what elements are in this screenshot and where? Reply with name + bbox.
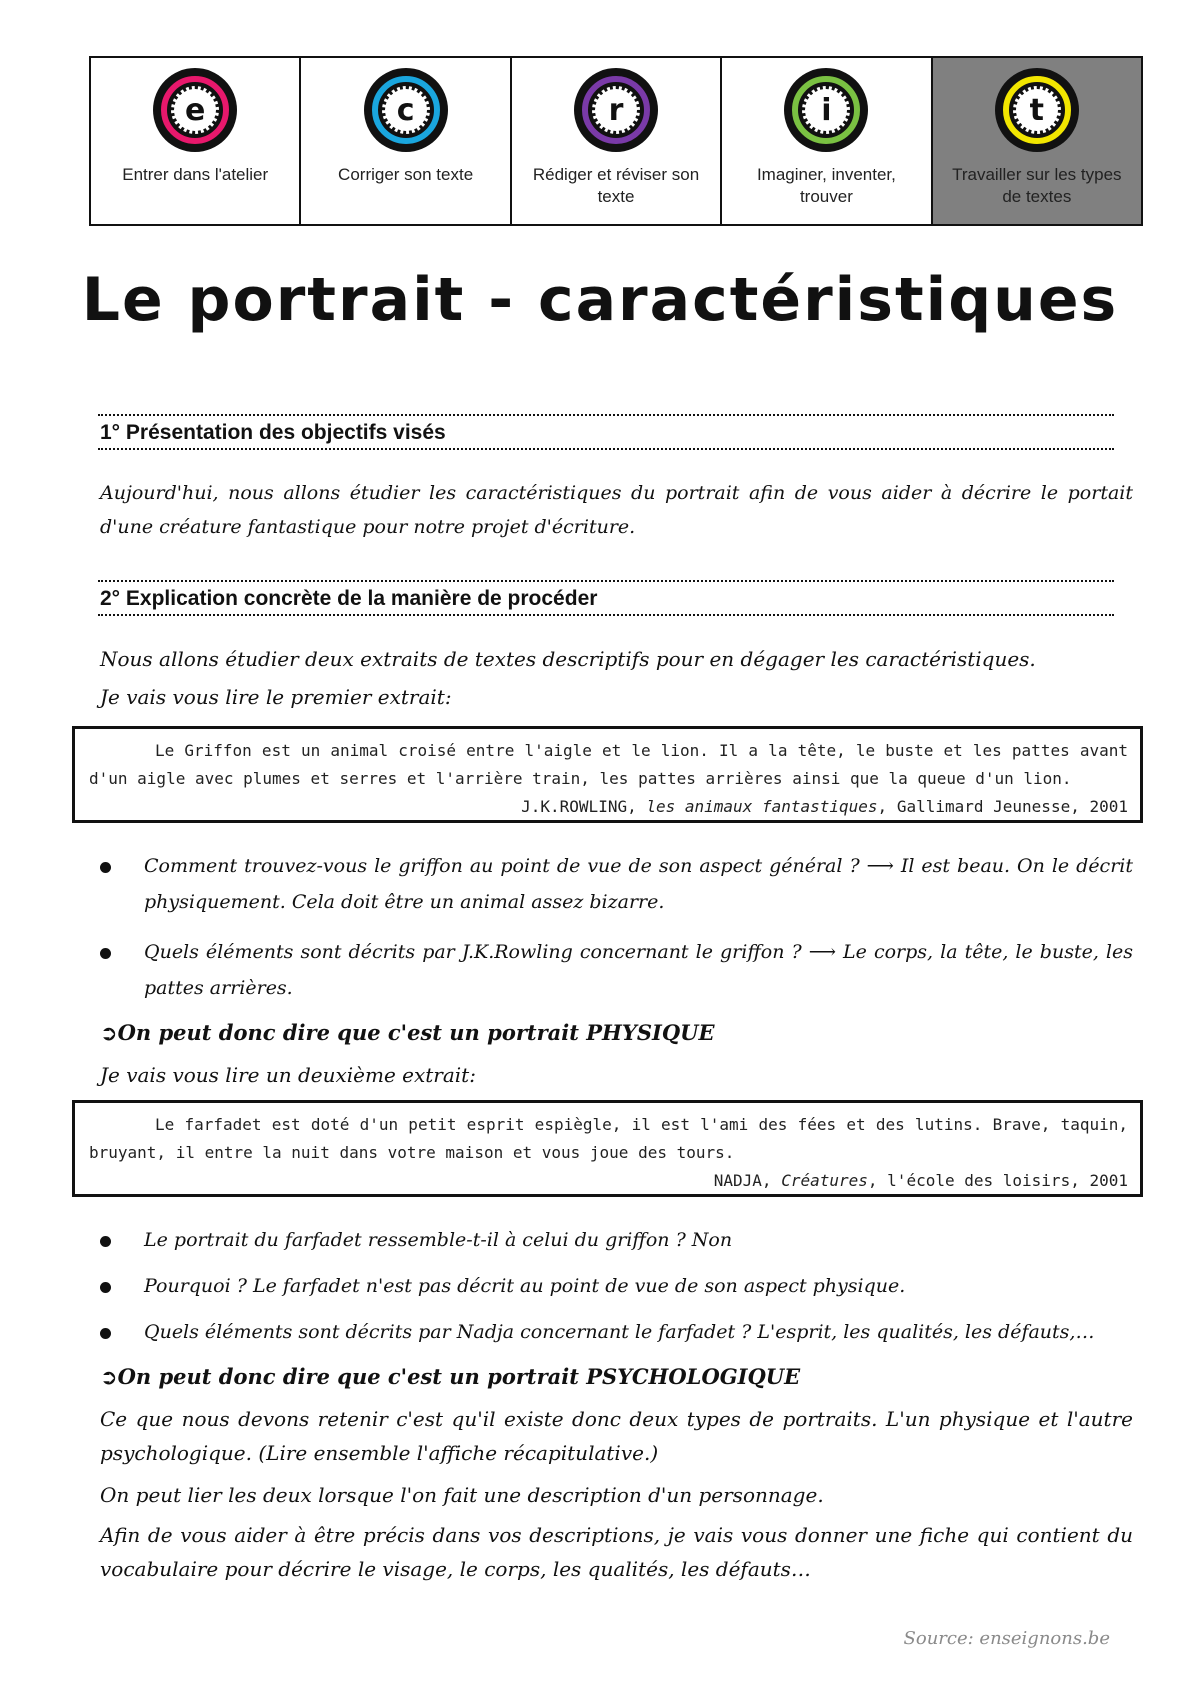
- list-item: [100, 1268, 1133, 1304]
- closing-paragraph-1: Ce que nous devons retenir c'est qu'il existe donc deux types de portraits. L'un physique et l'autre psychologique. (Lire ensemble l'affiche récapitulative.): [100, 1407, 1133, 1465]
- bullet-icon: [100, 1236, 111, 1247]
- list-item-text: Comment trouvez-vous le griffon au point de vue de son aspect général ? ⟶ Il est beau. On le décrit physiquement. Cela doit être un animal assez bizarre.: [144, 855, 1133, 913]
- section-1-text: Aujourd'hui, nous allons étudier les caractéristiques du portrait afin de vous aider à décrire le portait d'une créature fantastique pour notre projet d'écriture.: [100, 482, 1133, 538]
- list-item: [100, 1314, 1133, 1350]
- badge-letter: r: [592, 86, 640, 134]
- quote-box-griffon: [72, 726, 1143, 823]
- quote-text: Le farfadet est doté d'un petit esprit espiègle, il est l'ami des fées et des lutins. Brave, taquin, bruyant, il entre la nuit dans votre maison et vous joue des tours.: [89, 1115, 1128, 1162]
- quote-publisher: , l'école des loisirs, 2001: [867, 1171, 1128, 1190]
- quote-source: [89, 1167, 1128, 1195]
- closing-paragraph-3: Afin de vous aider à être précis dans vos descriptions, je vais vous donner une fiche qui contient du vocabulaire pour décrire le visage, le corps, les qualités, les défauts…: [100, 1523, 1133, 1581]
- list-item-text: Quels éléments sont décrits par Nadja concernant le farfadet ? L'esprit, les qualités, les défauts,…: [144, 1321, 1095, 1343]
- badge-ring: [161, 76, 229, 144]
- quote-author: NADJA,: [713, 1171, 782, 1190]
- arrow-icon: ➲: [100, 1021, 118, 1045]
- section-2-intro-1: Nous allons étudier deux extraits de textes descriptifs pour en dégager les caractéristiques.: [100, 647, 1036, 671]
- badge-ring: [792, 76, 860, 144]
- list-item-text: Quels éléments sont décrits par J.K.Rowling concernant le griffon ? ⟶ Le corps, la tête, le buste, les pattes arrières.: [144, 941, 1133, 999]
- tab-label: Imaginer, inventer, trouver: [756, 165, 896, 206]
- quote-work: les animaux fantastiques: [646, 797, 878, 816]
- section-heading-2: 2° Explication concrète de la manière de procéder: [98, 580, 1114, 616]
- badge-letter: c: [382, 86, 430, 134]
- tab-entrer[interactable]: [91, 58, 301, 224]
- quote-source: [89, 793, 1128, 821]
- list-item: [100, 848, 1133, 920]
- quote-work: Créatures: [781, 1171, 868, 1190]
- section-2-intro-2: Je vais vous lire le premier extrait:: [100, 685, 452, 709]
- conclusion-text: On peut donc dire que c'est un portrait PHYSIQUE: [117, 1020, 715, 1045]
- list-item: [100, 1222, 1133, 1258]
- closing-paragraph-2: On peut lier les deux lorsque l'on fait une description d'un personnage.: [100, 1483, 824, 1507]
- badge-ring: [1003, 76, 1071, 144]
- badge-ring: [372, 76, 440, 144]
- conclusion-physique: [100, 1020, 1133, 1045]
- quote-author: J.K.ROWLING,: [521, 797, 647, 816]
- tab-imaginer[interactable]: [722, 58, 932, 224]
- bullet-icon: [100, 948, 111, 959]
- letter-badge-t-icon: [995, 68, 1079, 152]
- tab-label: Entrer dans l'atelier: [122, 165, 269, 184]
- badge-letter: e: [171, 86, 219, 134]
- list-item: [100, 934, 1133, 1006]
- conclusion-text: On peut donc dire que c'est un portrait PSYCHOLOGIQUE: [117, 1364, 801, 1389]
- badge-ring: [582, 76, 650, 144]
- badge-letter: t: [1013, 86, 1061, 134]
- section-heading-1: 1° Présentation des objectifs visés: [98, 414, 1114, 450]
- tab-rediger[interactable]: [512, 58, 722, 224]
- letter-badge-e-icon: [153, 68, 237, 152]
- bullet-icon: [100, 862, 111, 873]
- tab-label: Corriger son texte: [338, 165, 474, 184]
- letter-badge-i-icon: [784, 68, 868, 152]
- list-item-text: Le portrait du farfadet ressemble-t-il à celui du griffon ? Non: [144, 1229, 733, 1251]
- list-item-text: Pourquoi ? Le farfadet n'est pas décrit au point de vue de son aspect physique.: [144, 1275, 906, 1297]
- conclusion-psychologique: [100, 1364, 1133, 1389]
- bullet-icon: [100, 1328, 111, 1339]
- badge-letter: i: [802, 86, 850, 134]
- intro-second-extract: Je vais vous lire un deuxième extrait:: [100, 1063, 476, 1087]
- letter-badge-c-icon: [364, 68, 448, 152]
- arrow-icon: ➲: [100, 1365, 118, 1389]
- letter-badge-r-icon: [574, 68, 658, 152]
- quote-text: Le Griffon est un animal croisé entre l'aigle et le lion. Il a la tête, le buste et les pattes avant d'un aigle avec plumes et serres et l'arrière train, les pattes arrières ainsi que la queue d'un lion.: [89, 741, 1128, 788]
- page-title: Le portrait - caractéristiques: [81, 265, 1119, 335]
- bullet-icon: [100, 1282, 111, 1293]
- quote-publisher: , Gallimard Jeunesse, 2001: [877, 797, 1128, 816]
- tab-travailler[interactable]: [933, 58, 1141, 224]
- quote-box-farfadet: [72, 1100, 1143, 1197]
- source-credit: Source: enseignons.be: [903, 1628, 1110, 1649]
- tab-label: Rédiger et réviser son texte: [532, 165, 700, 206]
- tab-corriger[interactable]: [301, 58, 511, 224]
- category-tabs: [89, 56, 1143, 226]
- tab-label: Travailler sur les types de textes: [952, 165, 1122, 206]
